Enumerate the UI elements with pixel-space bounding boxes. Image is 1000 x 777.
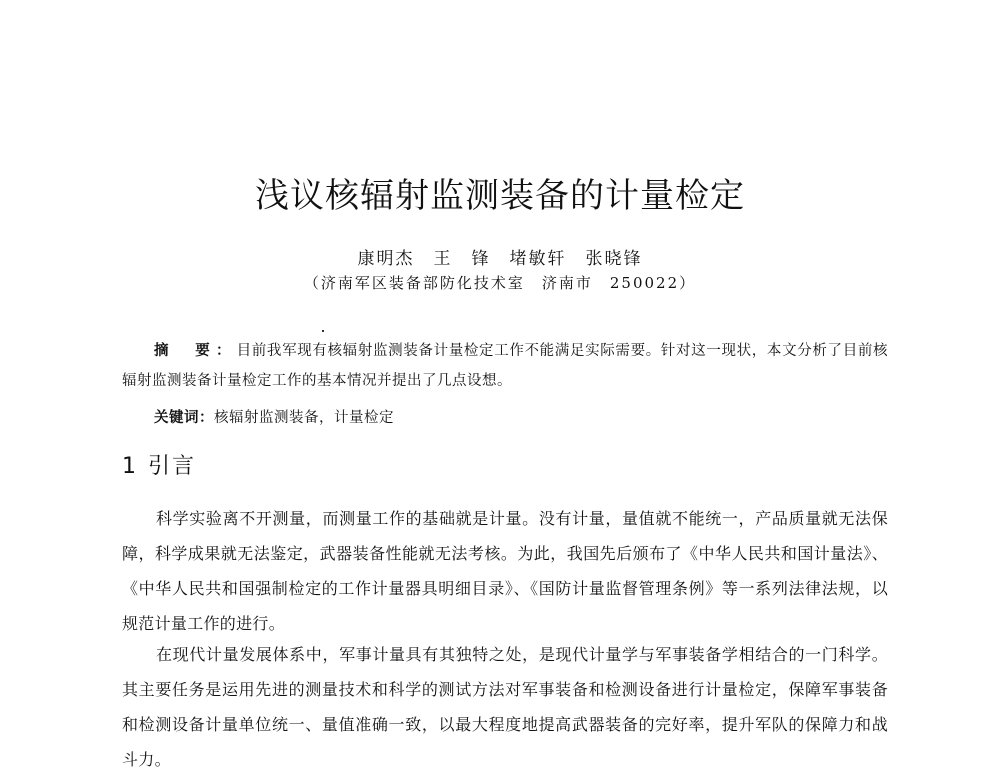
paper-title: 浅议核辐射监测装备的计量检定: [255, 176, 745, 216]
scan-speck: [322, 330, 324, 332]
keywords-text: 核辐射监测装备，计量检定: [214, 410, 394, 426]
body-paragraph-1: 科学实验离不开测量，而测量工作的基础就是计量。没有计量，量值就不能统一，产品质量就无法保障，科学成果就无法鉴定，武器装备性能就无法考核。为此，我国先后颁布了《中华人民共和国计量法》、《中华人民共和国强制检定的工作计量器具明细目录》、《国防计量监督管理条例》等一系列法律法规，以规范计量工作的进行。: [122, 509, 888, 633]
section-heading-introduction: [122, 449, 196, 480]
keywords-label: 关键词：: [154, 409, 214, 426]
abstract: [122, 336, 888, 396]
author-affiliation: （济南军区装备部防化技术室 济南市 250022）: [303, 274, 697, 292]
section-number: 1: [122, 454, 138, 479]
abstract-label: 摘 要：: [154, 342, 237, 359]
author-list: 康明杰 王 锋 堵敏轩 张晓锋: [357, 249, 643, 269]
keywords: [154, 404, 394, 432]
abstract-text: 目前我军现有核辐射监测装备计量检定工作不能满足实际需要。针对这一现状，本文分析了目前核辐射监测装备计量检定工作的基本情况并提出了几点设想。: [122, 343, 888, 389]
section-title: 引言: [148, 454, 197, 479]
body-paragraph-2: 在现代计量发展体系中，军事计量具有其独特之处，是现代计量学与军事装备学相结合的一门科学。其主要任务是运用先进的测量技术和科学的测试方法对军事装备和检测设备进行计量检定，保障军事装备和检测设备计量单位统一、量值准确一致，以最大程度地提高武器装备的完好率，提升军队的保障力和战斗力。: [122, 645, 888, 769]
